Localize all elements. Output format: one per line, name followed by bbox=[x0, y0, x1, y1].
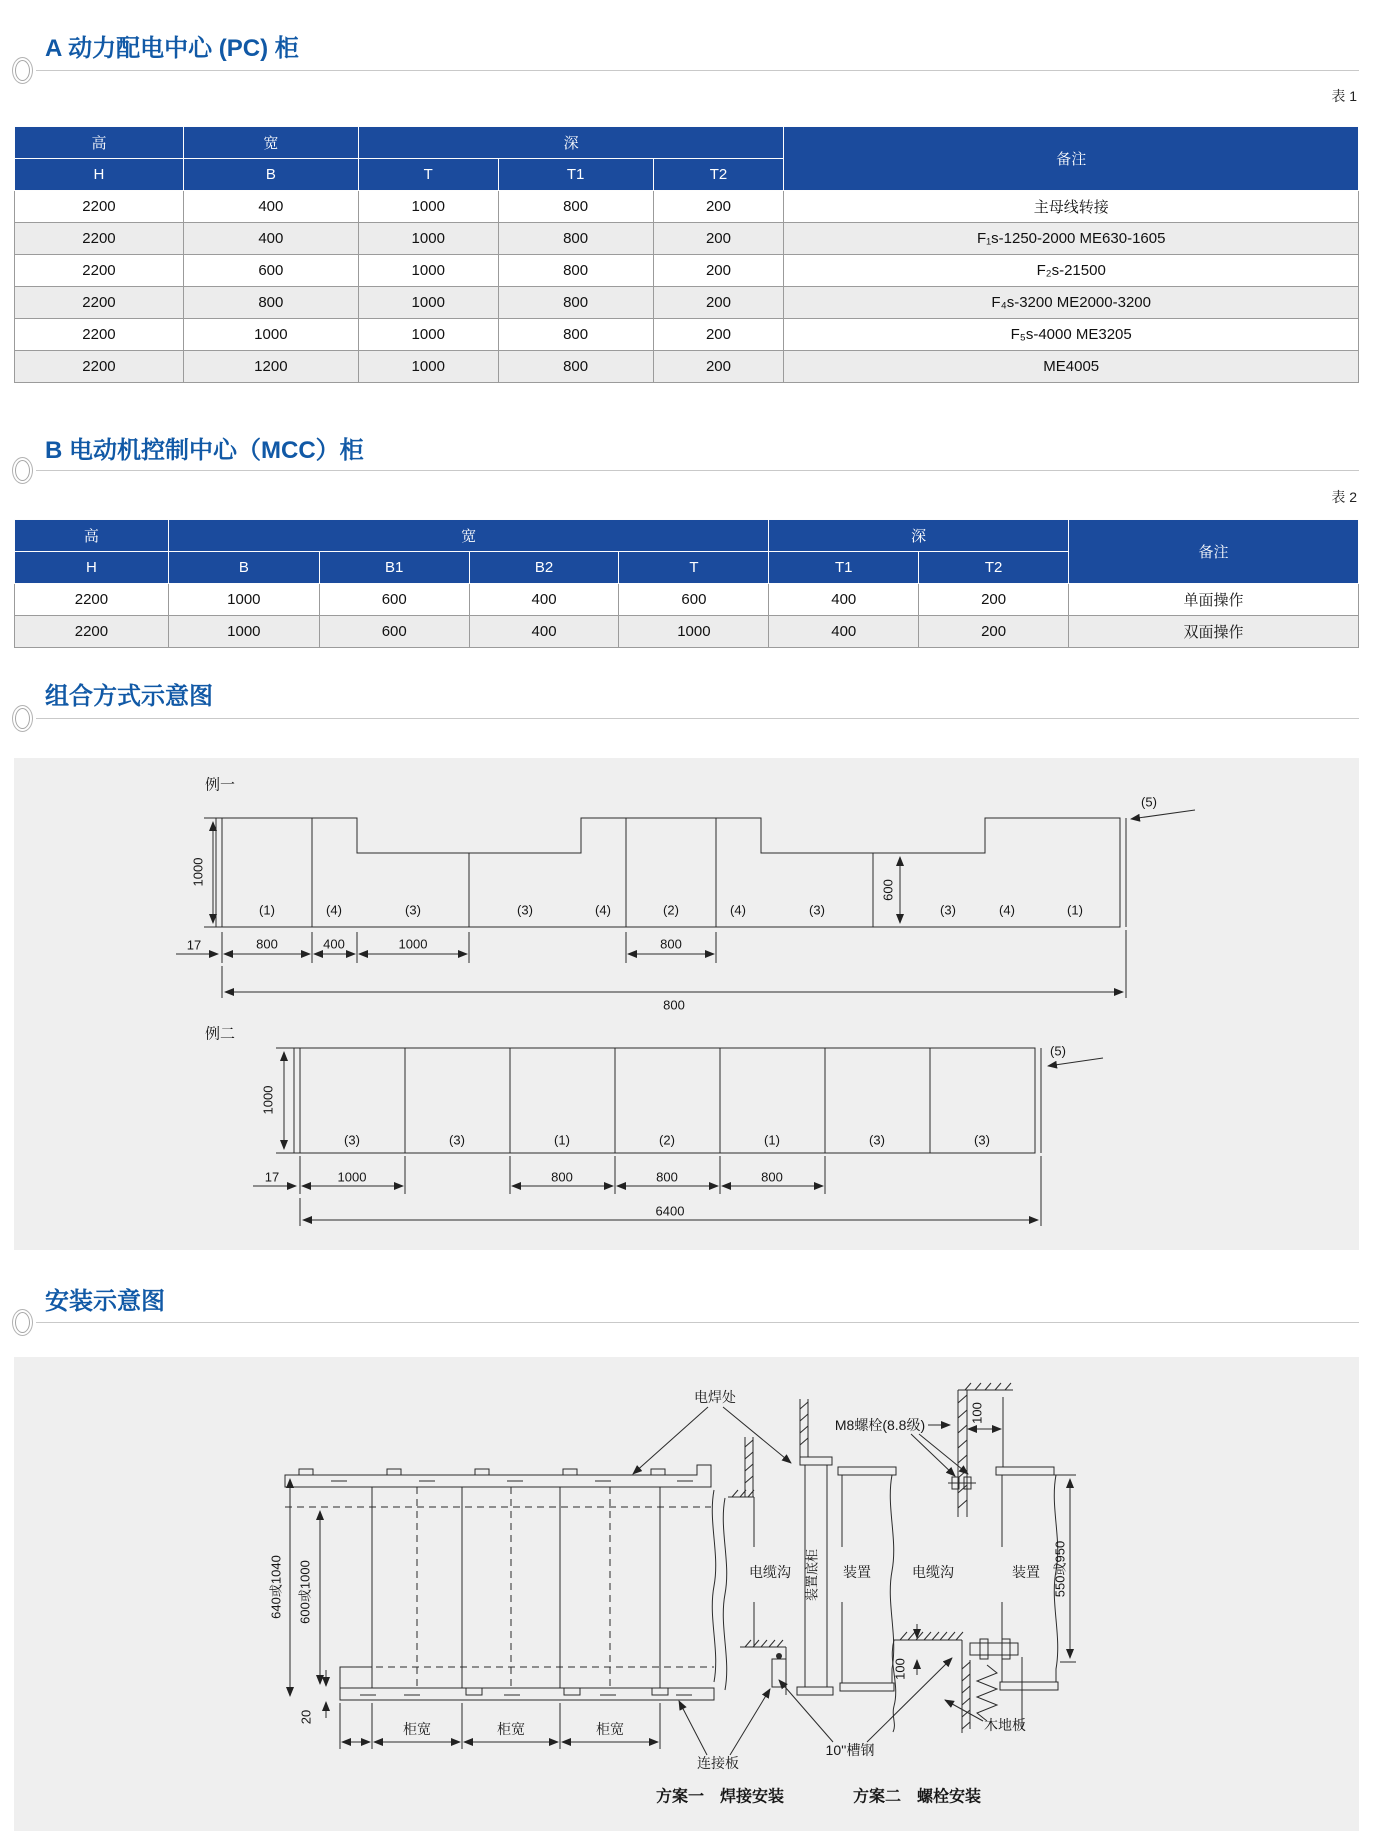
diagram-label: 木地板 bbox=[984, 1717, 1026, 1733]
table-cell: 2200 bbox=[15, 223, 184, 255]
table-row bbox=[15, 319, 1359, 351]
diagram-label: 柜宽 bbox=[497, 1721, 525, 1737]
cabinet-row-section bbox=[285, 1465, 714, 1700]
diagram-label: (4) bbox=[999, 902, 1015, 918]
table-cell: 200 bbox=[653, 255, 784, 287]
column-header: 备注 bbox=[784, 127, 1359, 191]
diagram-label: (1) bbox=[1067, 902, 1083, 918]
diagram-label: (2) bbox=[663, 902, 679, 918]
diagram-label: 800 bbox=[663, 997, 685, 1013]
section-divider bbox=[36, 70, 1359, 71]
table-cell: 400 bbox=[469, 584, 619, 616]
diagram-label: 800 bbox=[761, 1169, 783, 1185]
table-cell: 800 bbox=[498, 223, 653, 255]
diagram-label: (3) bbox=[344, 1132, 360, 1148]
table-cell: 800 bbox=[498, 319, 653, 351]
diagram-label: 20 bbox=[298, 1709, 314, 1725]
table-row bbox=[15, 351, 1359, 383]
diagram-label: 800 bbox=[256, 936, 278, 952]
table-cell: 800 bbox=[183, 287, 358, 319]
table-group-header-row bbox=[15, 520, 1359, 552]
table-cell: 600 bbox=[319, 584, 469, 616]
column-header: B2 bbox=[469, 552, 619, 584]
table-cell: 1000 bbox=[168, 616, 319, 648]
diagram-label: 800 bbox=[660, 936, 682, 952]
table-cell: F₅s-4000 ME3205 bbox=[784, 319, 1359, 351]
diagram-label: 方案二 螺栓安装 bbox=[852, 1788, 982, 1806]
table-cell: 200 bbox=[653, 223, 784, 255]
table-row bbox=[15, 191, 1359, 223]
table-cell: 200 bbox=[653, 351, 784, 383]
table-row bbox=[15, 223, 1359, 255]
installation-diagram-panel bbox=[14, 1357, 1359, 1831]
diagram-label: (1) bbox=[259, 902, 275, 918]
table-cell: 400 bbox=[469, 616, 619, 648]
table-cell: 2200 bbox=[15, 255, 184, 287]
diagram-label: 550或950 bbox=[1052, 1540, 1068, 1598]
table-cell: 200 bbox=[653, 191, 784, 223]
table-cell: 400 bbox=[183, 191, 358, 223]
column-header: B bbox=[183, 159, 358, 191]
diagram-label: 装置 bbox=[843, 1564, 871, 1580]
table-cell: 600 bbox=[319, 616, 469, 648]
table-cell: 1000 bbox=[358, 191, 498, 223]
table-cell: 600 bbox=[183, 255, 358, 287]
column-header: 深 bbox=[358, 127, 784, 159]
table-cell: 双面操作 bbox=[1069, 616, 1359, 648]
column-header: 宽 bbox=[183, 127, 358, 159]
diagram-label: (4) bbox=[595, 902, 611, 918]
section-a-title: A 动力配电中心 (PC) 柜 bbox=[45, 35, 299, 62]
diagram-label: 17 bbox=[186, 937, 202, 953]
diagram-label: (3) bbox=[517, 902, 533, 918]
table-cell: 1000 bbox=[358, 223, 498, 255]
diagram-label: (4) bbox=[730, 902, 746, 918]
diagram-label: (2) bbox=[659, 1132, 675, 1148]
diagram-label: 600或1000 bbox=[297, 1560, 313, 1624]
diagram-label: 1000 bbox=[398, 936, 428, 952]
diagram-label: 电缆沟 bbox=[912, 1564, 954, 1580]
table-cell: 400 bbox=[769, 616, 919, 648]
table-2-tag: 表 2 bbox=[1331, 489, 1357, 505]
diagram-label: 1000 bbox=[337, 1169, 367, 1185]
diagram-label: 柜宽 bbox=[596, 1721, 624, 1737]
diagram-label: 例二 bbox=[204, 1025, 236, 1043]
diagram-label: 柜宽 bbox=[403, 1721, 431, 1737]
table-cell: ME4005 bbox=[784, 351, 1359, 383]
table-cell: F₂s-21500 bbox=[784, 255, 1359, 287]
section-d-title: 安装示意图 bbox=[45, 1288, 165, 1315]
diagram-label: 100 bbox=[892, 1658, 908, 1680]
section-c-title: 组合方式示意图 bbox=[45, 683, 213, 710]
diagram-label: 10''槽钢 bbox=[825, 1742, 875, 1758]
section-marker-icon bbox=[15, 460, 30, 481]
diagram-label: (3) bbox=[940, 902, 956, 918]
section-marker-icon bbox=[15, 60, 30, 81]
diagram-label: 600 bbox=[880, 879, 896, 901]
example-1-dimensions bbox=[176, 810, 1195, 992]
table-row bbox=[15, 255, 1359, 287]
table-cell: 2200 bbox=[15, 319, 184, 351]
table-cell: 2200 bbox=[15, 287, 184, 319]
diagram-label: 800 bbox=[656, 1169, 678, 1185]
table-cell: 400 bbox=[183, 223, 358, 255]
table-cell: 2200 bbox=[15, 191, 184, 223]
combination-diagram-panel bbox=[14, 758, 1359, 1250]
table-group-header-row bbox=[15, 127, 1359, 159]
diagram-label: 17 bbox=[264, 1169, 280, 1185]
table-cell: 400 bbox=[769, 584, 919, 616]
diagram-label: (1) bbox=[554, 1132, 570, 1148]
table-cell: 2200 bbox=[15, 616, 169, 648]
column-header: T2 bbox=[919, 552, 1069, 584]
table-cell: 主母线转接 bbox=[784, 191, 1359, 223]
diagram-label: 1000 bbox=[190, 857, 206, 887]
column-header: 高 bbox=[15, 520, 169, 552]
table-cell: 1000 bbox=[183, 319, 358, 351]
installation-diagram bbox=[14, 1357, 1359, 1831]
diagram-label: (3) bbox=[974, 1132, 990, 1148]
section-divider bbox=[36, 470, 1359, 471]
table-cell: 1000 bbox=[168, 584, 319, 616]
table-cell: 2200 bbox=[15, 351, 184, 383]
diagram-label: 1000 bbox=[260, 1085, 276, 1115]
table-cell: 600 bbox=[619, 584, 769, 616]
table-cell: 200 bbox=[653, 319, 784, 351]
diagram-label: (3) bbox=[405, 902, 421, 918]
table-cell: 200 bbox=[919, 616, 1069, 648]
table-cell: 1000 bbox=[358, 255, 498, 287]
table-row bbox=[15, 287, 1359, 319]
table-cell: 1000 bbox=[619, 616, 769, 648]
table-cell: 1000 bbox=[358, 287, 498, 319]
column-header: T1 bbox=[769, 552, 919, 584]
table-cell: 800 bbox=[498, 255, 653, 287]
table-cell: F₄s-3200 ME2000-3200 bbox=[784, 287, 1359, 319]
table-cell: 2200 bbox=[15, 584, 169, 616]
column-header: 宽 bbox=[168, 520, 768, 552]
diagram-label: 800 bbox=[551, 1169, 573, 1185]
table-cell: 1000 bbox=[358, 351, 498, 383]
table-cell: 200 bbox=[653, 287, 784, 319]
diagram-label: (3) bbox=[809, 902, 825, 918]
diagram-label: 电焊处 bbox=[694, 1389, 736, 1405]
diagram-label: (1) bbox=[764, 1132, 780, 1148]
column-header: T2 bbox=[653, 159, 784, 191]
section-divider bbox=[36, 718, 1359, 719]
mcc-cabinet-table bbox=[14, 519, 1359, 648]
section-marker-icon bbox=[15, 708, 30, 729]
diagram-label: 例一 bbox=[204, 776, 236, 794]
scheme-1-weld-section bbox=[712, 1399, 896, 1695]
column-header: T bbox=[619, 552, 769, 584]
diagram-label: 电缆沟 bbox=[749, 1564, 791, 1580]
pc-cabinet-table bbox=[14, 126, 1359, 383]
table-row bbox=[15, 584, 1359, 616]
table-cell: F₁s-1250-2000 ME630-1605 bbox=[784, 223, 1359, 255]
diagram-label: (3) bbox=[449, 1132, 465, 1148]
column-header: T bbox=[358, 159, 498, 191]
column-header: B bbox=[168, 552, 319, 584]
diagram-label: 400 bbox=[323, 936, 345, 952]
diagram-label: 装置底柜 bbox=[804, 1548, 820, 1602]
diagram-label: (5) bbox=[1141, 794, 1157, 810]
table-cell: 800 bbox=[498, 351, 653, 383]
column-header: B1 bbox=[319, 552, 469, 584]
diagram-label: 连接板 bbox=[697, 1755, 739, 1771]
column-header: H bbox=[15, 552, 169, 584]
table-1-tag: 表 1 bbox=[1331, 88, 1357, 104]
section-divider bbox=[36, 1322, 1359, 1323]
diagram-label: (5) bbox=[1050, 1043, 1066, 1059]
column-header: T1 bbox=[498, 159, 653, 191]
table-cell: 1200 bbox=[183, 351, 358, 383]
diagram-label: 640或1040 bbox=[268, 1555, 284, 1619]
column-header: 备注 bbox=[1069, 520, 1359, 584]
column-header: 高 bbox=[15, 127, 184, 159]
table-cell: 800 bbox=[498, 191, 653, 223]
diagram-label: 6400 bbox=[655, 1203, 685, 1219]
diagram-label: (3) bbox=[869, 1132, 885, 1148]
table-row bbox=[15, 616, 1359, 648]
section-b-title: B 电动机控制中心（MCC）柜 bbox=[45, 437, 364, 464]
diagram-label: (4) bbox=[326, 902, 342, 918]
column-header: H bbox=[15, 159, 184, 191]
diagram-label: 方案一 焊接安装 bbox=[655, 1788, 785, 1806]
column-header: 深 bbox=[769, 520, 1069, 552]
table-cell: 1000 bbox=[358, 319, 498, 351]
table-cell: 单面操作 bbox=[1069, 584, 1359, 616]
table-cell: 200 bbox=[919, 584, 1069, 616]
scheme-2-bolt-section bbox=[892, 1383, 1076, 1733]
diagram-label: M8螺栓(8.8级) bbox=[834, 1417, 926, 1433]
diagram-label: 装置 bbox=[1012, 1564, 1040, 1580]
table-cell: 800 bbox=[498, 287, 653, 319]
combination-diagram bbox=[14, 758, 1359, 1250]
section-marker-icon bbox=[15, 1312, 30, 1333]
diagram-label: 100 bbox=[969, 1402, 985, 1424]
